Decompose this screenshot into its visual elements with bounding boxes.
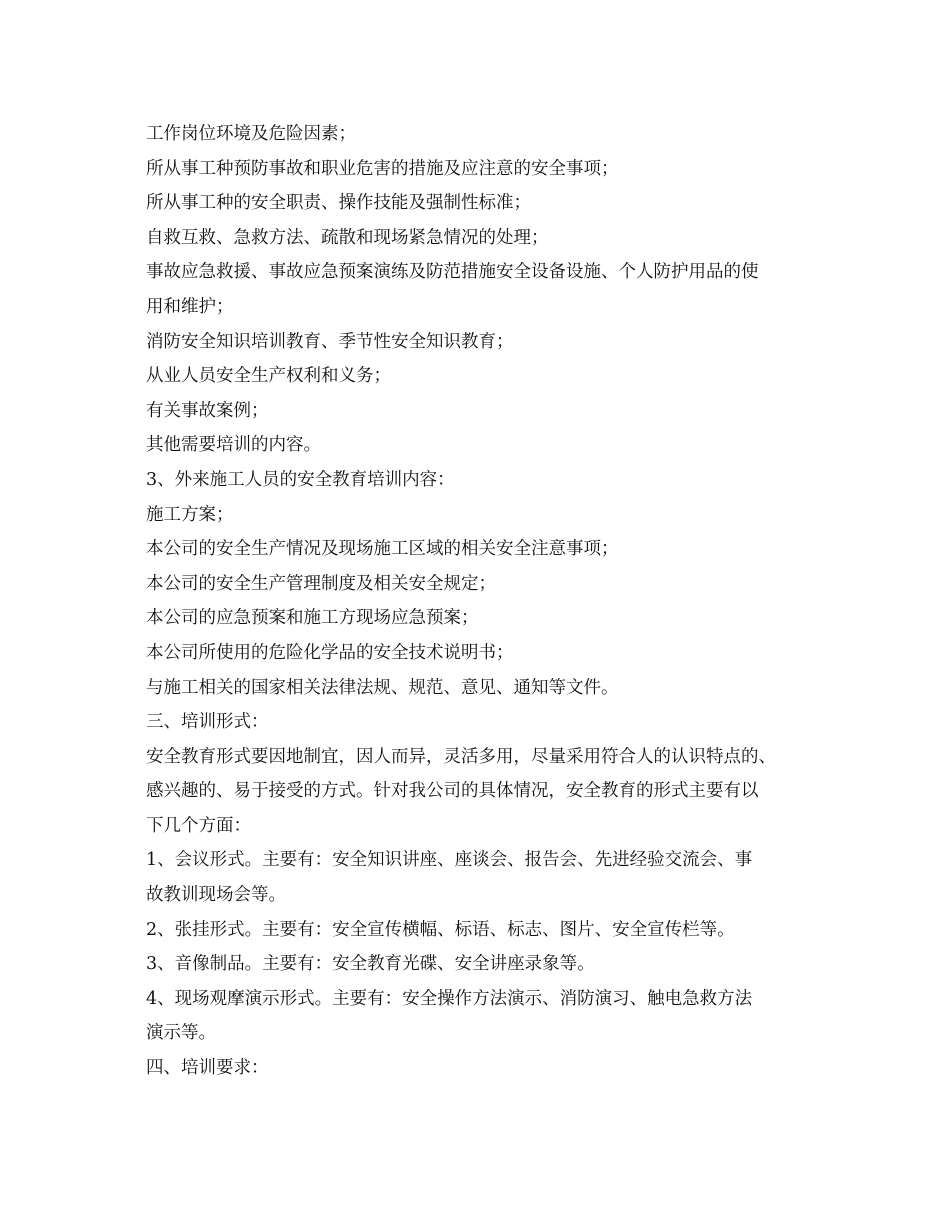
text-line: 本公司的安全生产管理制度及相关安全规定； (146, 573, 496, 594)
text-line: 下几个方面： (146, 815, 251, 836)
text-line: 本公司的应急预案和施工方现场应急预案； (146, 608, 479, 629)
text-line: 4、现场观摩演示形式。主要有：安全操作方法演示、消防演习、触电急救方法 (146, 988, 753, 1009)
text-line: 事故应急救援、事故应急预案演练及防范措施安全设备设施、个人防护用品的使 (146, 262, 759, 283)
section-heading: 四、培训要求： (146, 1058, 269, 1079)
text-line: 安全教育形式要因地制宜，因人而异，灵活多用，尽量采用符合人的认识特点的、 (146, 746, 776, 767)
text-line: 故教训现场会等。 (146, 885, 286, 906)
text-line: 所从事工种的安全职责、操作技能及强制性标准； (146, 193, 531, 214)
text-line: 自救互救、急救方法、疏散和现场紧急情况的处理； (146, 227, 549, 248)
text-line: 施工方案； (146, 504, 234, 525)
document-body (146, 117, 826, 1086)
text-line: 与施工相关的国家相关法律法规、规范、意见、通知等文件。 (146, 677, 619, 698)
text-line: 所从事工种预防事故和职业危害的措施及应注意的安全事项； (146, 158, 619, 179)
text-line: 工作岗位环境及危险因素； (146, 124, 356, 144)
text-line: 用和维护； (146, 296, 234, 317)
section-heading: 三、培训形式： (146, 712, 269, 733)
text-line: 感兴趣的、易于接受的方式。针对我公司的具体情况，安全教育的形式主要有以 (146, 781, 759, 802)
text-line: 3、音像制品。主要有：安全教育光碟、安全讲座录象等。 (146, 954, 595, 975)
text-line: 其他需要培训的内容。 (146, 435, 321, 456)
text-line: 2、张挂形式。主要有：安全宣传横幅、标语、标志、图片、安全宣传栏等。 (146, 919, 735, 940)
text-line: 消防安全知识培训教育、季节性安全知识教育； (146, 331, 514, 352)
text-line: 演示等。 (146, 1023, 216, 1044)
text-line: 有关事故案例； (146, 400, 269, 421)
section-heading: 3、外来施工人员的安全教育培训内容： (146, 469, 455, 490)
text-line: 本公司所使用的危险化学品的安全技术说明书； (146, 642, 514, 663)
text-line: 从业人员安全生产权利和义务； (146, 366, 391, 387)
text-line: 1、会议形式。主要有：安全知识讲座、座谈会、报告会、先进经验交流会、事 (146, 850, 753, 871)
text-line: 本公司的安全生产情况及现场施工区域的相关安全注意事项； (146, 539, 619, 560)
